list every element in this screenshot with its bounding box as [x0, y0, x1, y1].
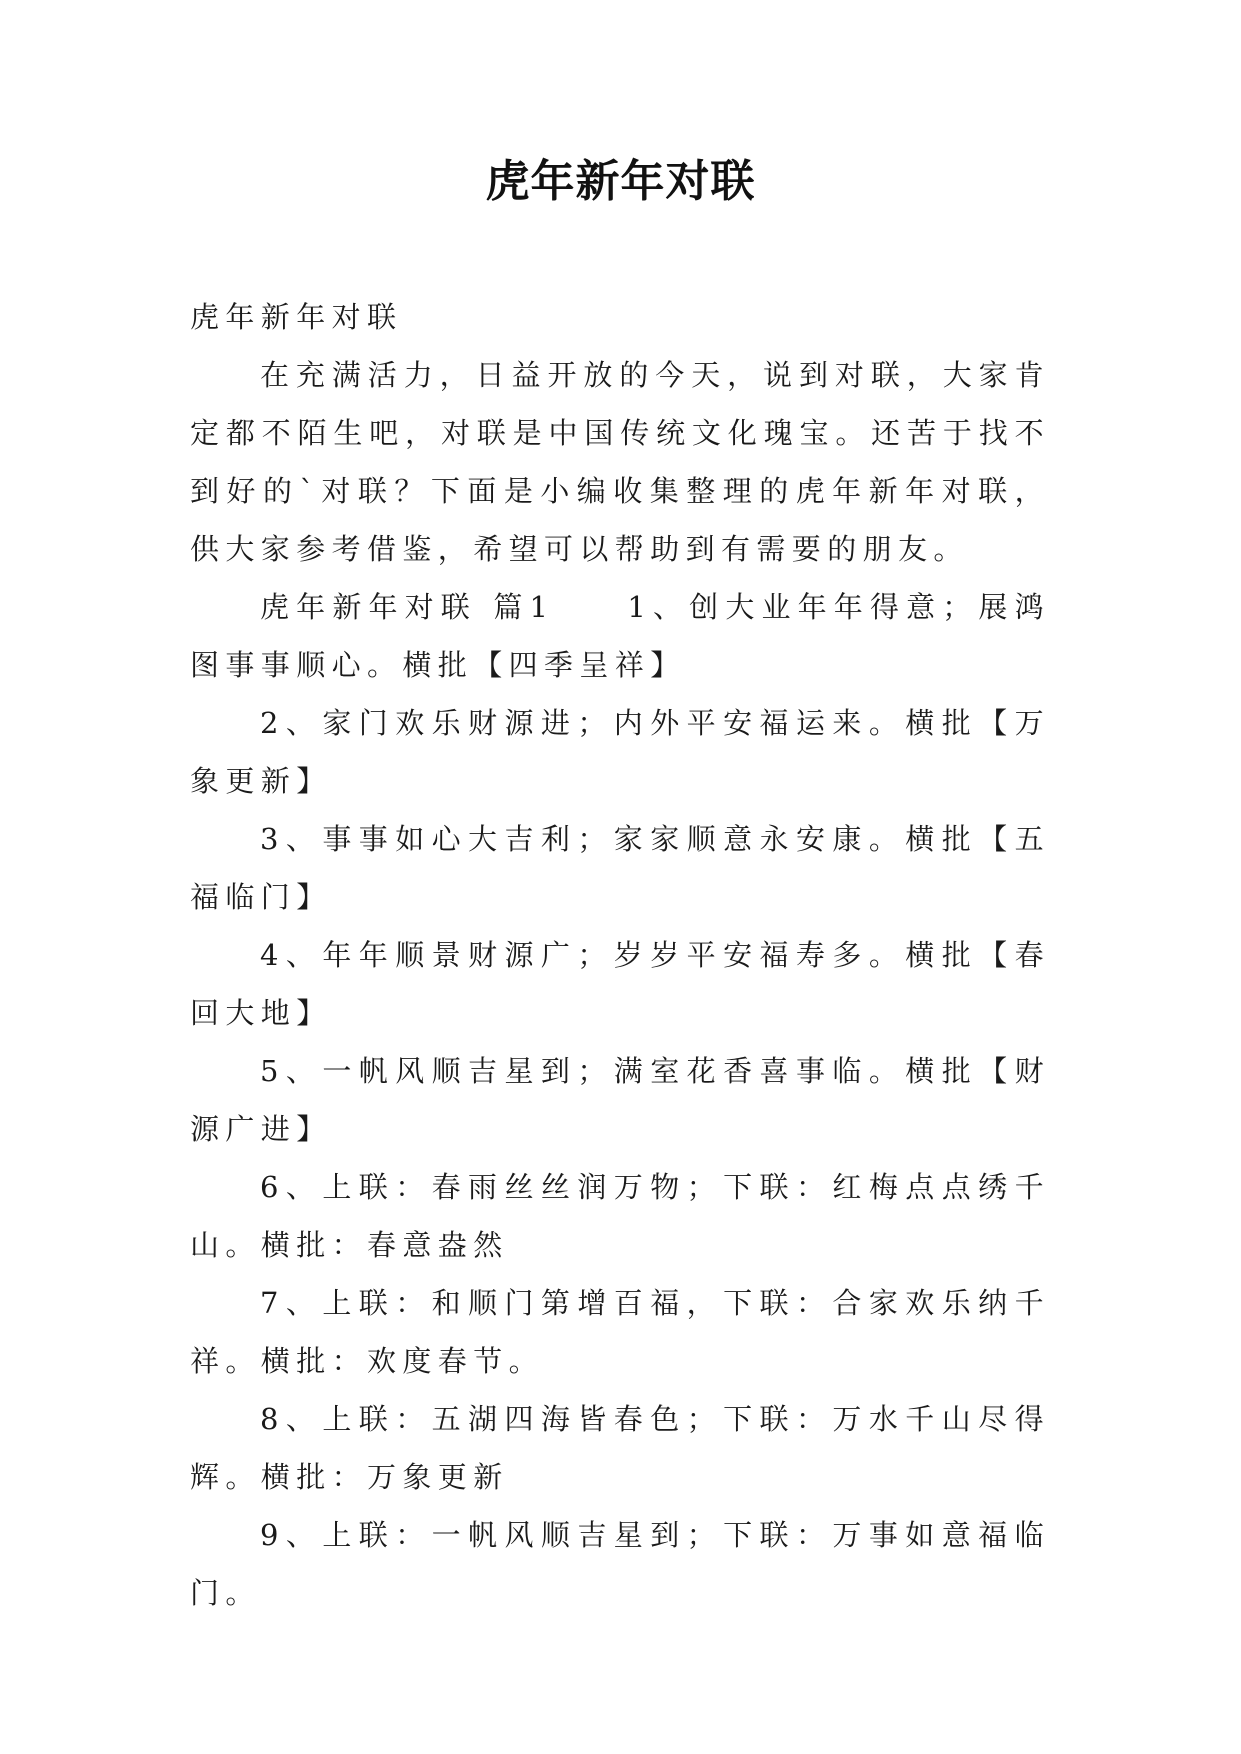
couplet-item-1: 虎年新年对联 篇1 1、创大业年年得意；展鸿图事事顺心。横批【四季呈祥】: [190, 590, 1050, 682]
couplet-item-7: 7、上联：和顺门第增百福，下联：合家欢乐纳千祥。横批：欢度春节。: [190, 1286, 1050, 1378]
section-heading: 虎年新年对联: [190, 300, 403, 334]
couplet-item-6: 6、上联：春雨丝丝润万物；下联：红梅点点绣千山。横批：春意盎然: [190, 1170, 1050, 1262]
couplet-item-9: 9、上联：一帆风顺吉星到；下联：万事如意福临门。: [190, 1518, 1050, 1610]
couplet-item-4: 4、年年顺景财源广；岁岁平安福寿多。横批【春回大地】: [190, 938, 1050, 1030]
intro-paragraph: 在充满活力，日益开放的今天，说到对联，大家肯定都不陌生吧，对联是中国传统文化瑰宝。还苦于找不到好的`对联？下面是小编收集整理的虎年新年对联，供大家参考借鉴，希望可以帮助到有需要的朋友。: [190, 358, 1050, 566]
couplet-item-3: 3、事事如心大吉利；家家顺意永安康。横批【五福临门】: [190, 822, 1050, 914]
couplet-item-2: 2、家门欢乐财源进；内外平安福运来。横批【万象更新】: [190, 706, 1050, 798]
couplet-item-5: 5、一帆风顺吉星到；满室花香喜事临。横批【财源广进】: [190, 1054, 1050, 1146]
document-title: 虎年新年对联: [485, 156, 756, 207]
document-body: [190, 288, 1050, 1622]
couplet-item-8: 8、上联：五湖四海皆春色；下联：万水千山尽得辉。横批：万象更新: [190, 1402, 1050, 1494]
